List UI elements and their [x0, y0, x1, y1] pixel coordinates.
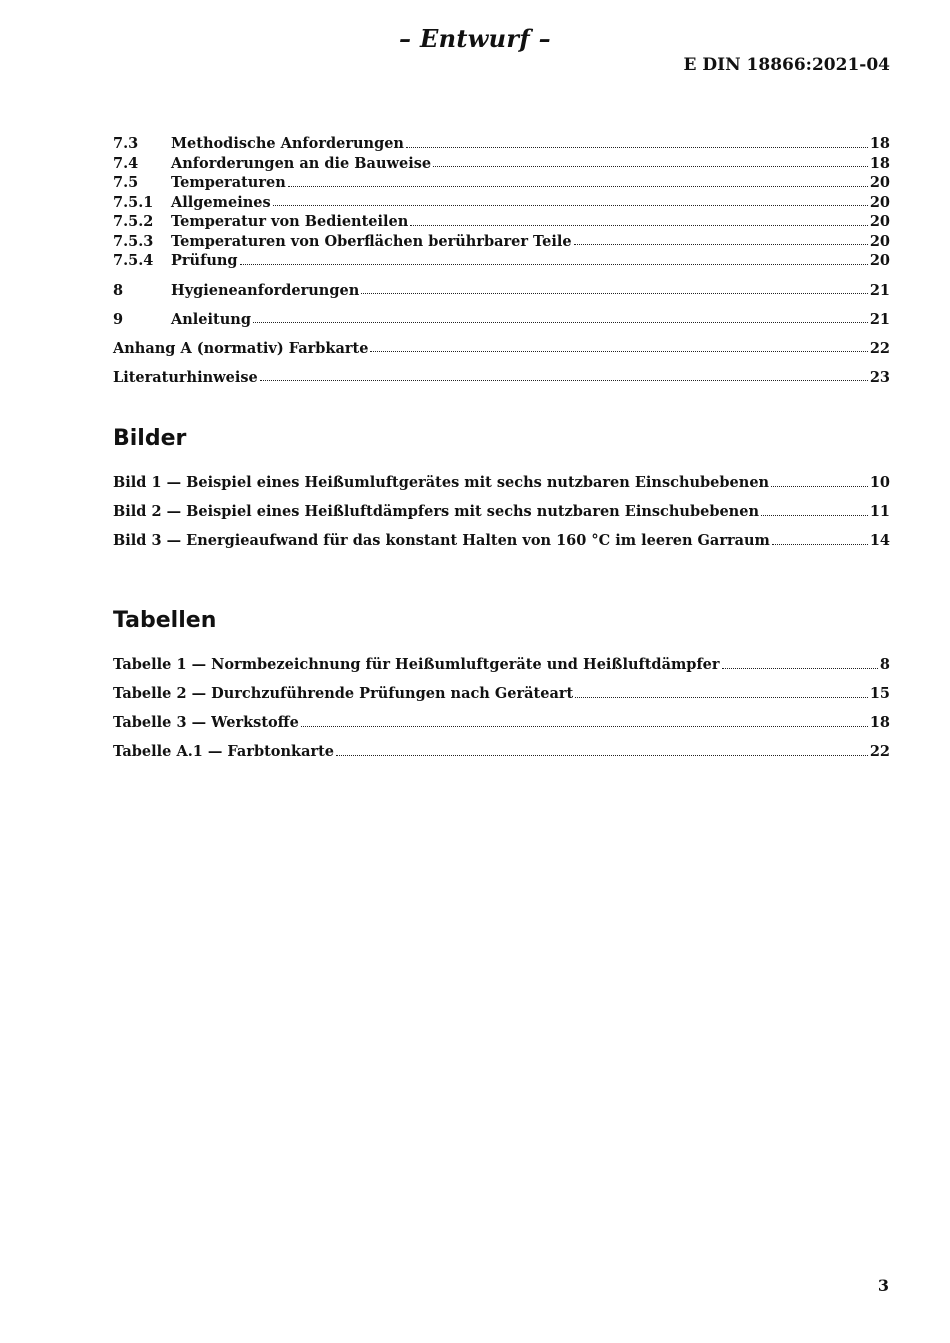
toc-entry-page: 20 [869, 174, 890, 191]
toc-entry-page: 22 [869, 339, 890, 357]
toc-entry-page: 18 [869, 154, 890, 172]
dot-leader [253, 322, 868, 323]
table-entry-title: Tabelle 3 — Werkstoffe [113, 714, 299, 731]
figure-entry[interactable] [113, 502, 890, 522]
dot-leader [273, 205, 868, 206]
toc-entry-title: Prüfung [171, 252, 238, 269]
toc-entry-number: 7.5.3 [113, 232, 154, 250]
figure-entry-page: 11 [869, 503, 890, 520]
toc-entry-title: Anhang A (normativ) Farbkarte [113, 339, 369, 357]
figure-entry-title: Bild 2 — Beispiel eines Heißluftdämpfers mit sechs nutzbaren Einschubebenen [113, 503, 759, 520]
toc-entry-page: 21 [869, 310, 890, 328]
dot-leader [240, 264, 868, 265]
dot-leader [288, 186, 868, 187]
toc-entry-page: 20 [869, 252, 890, 269]
toc-entry-page: 21 [869, 281, 890, 299]
toc-entry-title: Temperaturen von Oberflächen berührbarer Teile [171, 232, 572, 250]
table-entry-page: 22 [869, 743, 890, 760]
toc-entry-title: Anleitung [171, 310, 251, 328]
table-entry-page: 18 [869, 714, 890, 731]
toc-entry-page: 20 [869, 193, 890, 211]
toc-entry-title: Methodische Anforderungen [171, 135, 404, 152]
table-entry-title: Tabelle A.1 — Farbtonkarte [113, 743, 335, 760]
figures-heading: Bilder [113, 426, 187, 451]
dot-leader [260, 380, 868, 381]
toc-entry-title: Anforderungen an die Bauweise [171, 154, 432, 172]
toc-entry[interactable] [113, 232, 890, 252]
dot-leader [574, 244, 868, 245]
figure-entry[interactable] [113, 473, 890, 493]
toc-entry-title: Allgemeines [171, 193, 271, 211]
toc-entry[interactable] [113, 251, 890, 271]
toc-entry-title: Temperatur von Bedienteilen [171, 213, 409, 230]
toc-entry-number: 7.3 [113, 135, 139, 152]
tables-heading: Tabellen [113, 608, 217, 633]
figures-list [113, 473, 890, 551]
dot-leader [301, 726, 868, 727]
dot-leader [361, 293, 868, 294]
page-number: 3 [877, 1276, 889, 1295]
toc-entry-number: 9 [113, 310, 124, 328]
toc-entry-page: 20 [869, 213, 890, 230]
dot-leader [370, 351, 867, 352]
toc-entry[interactable] [113, 212, 890, 232]
figure-entry-title: Bild 3 — Energieaufwand für das konstant Halten von 160 °C im leeren Garraum [113, 532, 770, 549]
toc-entry[interactable] [113, 310, 890, 330]
dot-leader [410, 225, 868, 226]
toc-entry-number: 7.5.4 [113, 252, 154, 269]
toc-entry-page: 18 [869, 135, 890, 152]
toc-entry-number: 7.5.2 [113, 213, 154, 230]
toc-entry-number: 8 [113, 281, 124, 299]
toc-entry[interactable] [113, 173, 890, 193]
figure-entry-page: 14 [869, 532, 890, 549]
toc-entry-title: Hygieneanforderungen [171, 281, 360, 299]
toc-entry-number: 7.5.1 [113, 193, 154, 211]
dot-leader [771, 486, 868, 487]
figure-entry[interactable] [113, 531, 890, 551]
figure-entry-page: 10 [869, 474, 890, 491]
toc-entry[interactable] [113, 134, 890, 154]
toc-entry-title: Temperaturen [171, 174, 286, 191]
dot-leader [761, 515, 868, 516]
figure-entry-title: Bild 1 — Beispiel eines Heißumluftgerätes mit sechs nutzbaren Einschubebenen [113, 474, 770, 491]
dot-leader [406, 147, 868, 148]
toc-entry-number: 7.4 [113, 154, 139, 172]
toc-entry[interactable] [113, 193, 890, 213]
draft-label: – Entwurf – [399, 24, 551, 53]
toc-main [113, 134, 890, 387]
table-entry-title: Tabelle 1 — Normbezeichnung für Heißumluftgeräte und Heißluftdämpfer [113, 656, 720, 673]
table-entry-page: 8 [879, 656, 890, 673]
dot-leader [722, 668, 878, 669]
toc-entry-title: Literaturhinweise [113, 368, 258, 386]
tables-list [113, 655, 890, 762]
dot-leader [433, 166, 868, 167]
table-entry[interactable] [113, 655, 890, 675]
dot-leader [336, 755, 868, 756]
toc-entry[interactable] [113, 154, 890, 174]
document-id: E DIN 18866:2021-04 [683, 55, 890, 75]
table-entry[interactable] [113, 713, 890, 733]
table-entry[interactable] [113, 684, 890, 704]
toc-entry[interactable] [113, 281, 890, 301]
toc-entry[interactable] [113, 368, 890, 388]
dot-leader [575, 697, 868, 698]
toc-entry-page: 20 [869, 232, 890, 250]
toc-entry[interactable] [113, 339, 890, 359]
toc-entry-number: 7.5 [113, 174, 139, 191]
table-entry-title: Tabelle 2 — Durchzuführende Prüfungen nach Geräteart [113, 685, 574, 702]
table-entry[interactable] [113, 742, 890, 762]
toc-entry-page: 23 [869, 368, 890, 386]
dot-leader [772, 544, 868, 545]
table-entry-page: 15 [869, 685, 890, 702]
